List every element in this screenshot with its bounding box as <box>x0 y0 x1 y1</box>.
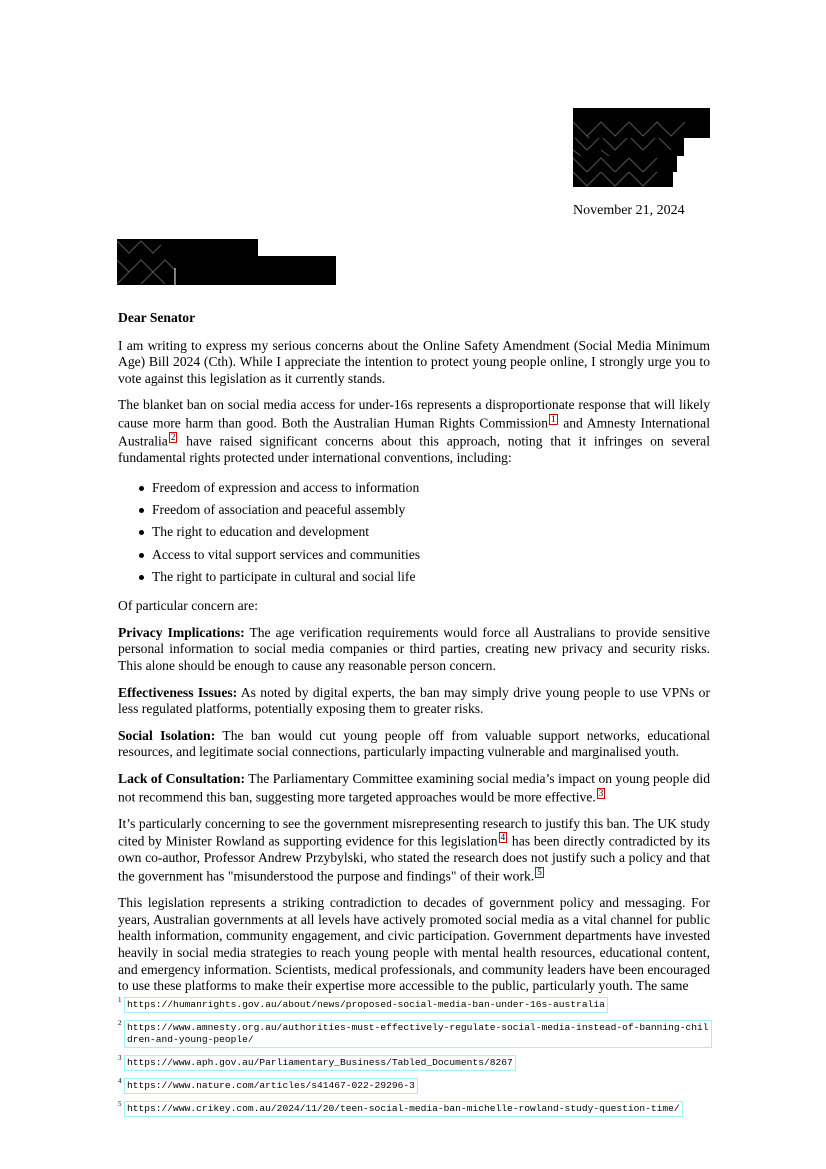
letter-body <box>118 310 710 1005</box>
footnote-5: 5 https://www.crikey.com.au/2024/11/20/teen-social-media-ban-michelle-rowland-study-question-time/ <box>118 1101 718 1117</box>
footnote-url-4[interactable]: https://www.nature.com/articles/s41467-022-29296-3 <box>124 1078 418 1094</box>
list-item: The right to participate in cultural and social life <box>152 566 710 588</box>
footnote-link-3[interactable]: 3 <box>598 787 604 798</box>
redacted-sender-address-line4 <box>573 172 673 187</box>
redacted-recipient-address <box>117 256 336 285</box>
footnote-url-2[interactable]: https://www.amnesty.org.au/authorities-must-effectively-regulate-social-media-instead-of-banning-children-and-young-people/ <box>124 1020 712 1048</box>
ban-paragraph: The blanket ban on social media access for under-16s represents a disproportionate response that will likely cause more harm than good. Both the Australian Human Rights Commission 1 and Amnesty International Australia 2 have raised significant concerns about this approach, noting that it infringes on several fundamental rights protected under international conventions, including: <box>118 397 710 466</box>
footnote-1: 1 https://humanrights.gov.au/about/news/proposed-social-media-ban-under-16s-australia <box>118 997 718 1013</box>
footnote-3: 3 https://www.aph.gov.au/Parliamentary_Business/Tabled_Documents/8267 <box>118 1055 718 1071</box>
footnote-2: 2 https://www.amnesty.org.au/authorities-must-effectively-regulate-social-media-instead-of-banning-children-and-young-people/ <box>118 1020 718 1048</box>
redacted-recipient-name <box>117 239 258 256</box>
contradiction-paragraph: This legislation represents a striking contradiction to decades of government policy and messaging. For years, Australian governments at all levels have actively promoted social media as a vital channel for public health information, community engagement, and civic participation. Government departments have invested heavily in social media strategies to reach young people with mental health resources, educational content, and emergency information. Scientists, medical professionals, and community leaders have been encouraged to use these platforms to make their expertise more accessible to the public, particularly youth. The same <box>118 895 710 994</box>
consultation-heading: Lack of Consultation: <box>118 771 245 787</box>
footnote-url-3[interactable]: https://www.aph.gov.au/Parliamentary_Business/Tabled_Documents/8267 <box>124 1055 516 1071</box>
footnote-link-2[interactable]: 2 <box>170 432 176 443</box>
list-item: Access to vital support services and communities <box>152 544 710 566</box>
social-isolation-paragraph: Social Isolation: The ban would cut young people off from valuable support networks, educational resources, and legitimate social connections, particularly impacting vulnerable and marginalised youth. <box>118 727 710 760</box>
concerns-intro: Of particular concern are: <box>118 598 259 614</box>
social-isolation-heading: Social Isolation: <box>118 727 216 743</box>
footnote-url-1[interactable]: https://humanrights.gov.au/about/news/proposed-social-media-ban-under-16s-australia <box>124 997 608 1013</box>
salutation: Dear Senator <box>118 310 196 325</box>
redacted-sender-address <box>573 108 710 138</box>
redacted-sender-address-line2 <box>573 138 684 156</box>
footnote-link-4[interactable]: 4 <box>500 832 506 843</box>
effectiveness-paragraph: Effectiveness Issues: As noted by digital experts, the ban may simply drive young people to use VPNs or less regulated platforms, potentially exposing them to greater risks. <box>118 684 710 717</box>
consultation-paragraph: Lack of Consultation: The Parliamentary Committee examining social media’s impact on young people did not recommend this ban, suggesting more targeted approaches would be more effective. 3 <box>118 771 710 805</box>
rights-list <box>118 477 710 588</box>
research-paragraph: It’s particularly concerning to see the government misrepresenting research to justify this ban. The UK study cited by Minister Rowland as supporting evidence for this legislation 4 has been directly contradicted by its own co-author, Professor Andrew Przybylski, who stated the research does not justify such a policy and that the government has "misunderstood the purpose and findings" of their work. 5 <box>118 815 710 884</box>
footnotes <box>118 997 718 1124</box>
footnote-url-5[interactable]: https://www.crikey.com.au/2024/11/20/teen-social-media-ban-michelle-rowland-study-question-time/ <box>124 1101 683 1117</box>
list-item: The right to education and development <box>152 521 710 543</box>
redacted-sender-address-line3 <box>573 156 677 172</box>
footnote-4: 4 https://www.nature.com/articles/s41467-022-29296-3 <box>118 1078 718 1094</box>
privacy-paragraph: Privacy Implications: The age verification requirements would force all Australians to provide sensitive personal information to social media companies or third parties, creating new privacy and security risks. This alone should be enough to cause any reasonable person concern. <box>118 624 710 674</box>
list-item: Freedom of expression and access to information <box>152 477 710 499</box>
footnote-link-5[interactable]: 5 <box>537 867 542 878</box>
letter-date: November 21, 2024 <box>573 203 685 218</box>
privacy-heading: Privacy Implications: <box>118 624 245 640</box>
effectiveness-heading: Effectiveness Issues: <box>118 684 238 700</box>
intro-paragraph: I am writing to express my serious concerns about the Online Safety Amendment (Social Media Minimum Age) Bill 2024 (Cth). While I appreciate the intention to protect young people online, I strongly urge you to vote against this legislation as it currently stands. <box>118 337 710 386</box>
footnote-link-1[interactable]: 1 <box>551 413 556 424</box>
list-item: Freedom of association and peaceful assembly <box>152 499 710 521</box>
